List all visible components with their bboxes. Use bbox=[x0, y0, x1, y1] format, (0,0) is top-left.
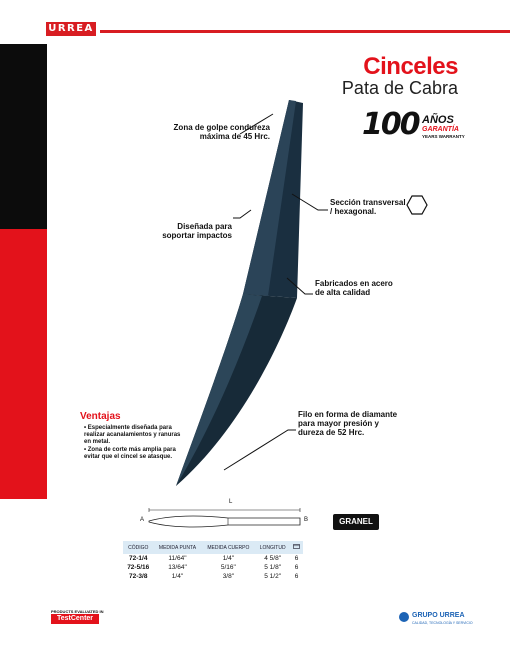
urrea-logo: URREA bbox=[46, 22, 96, 36]
testcenter-logo: TestCenter bbox=[51, 614, 99, 624]
list-item: • Especialmente diseñada para realizar acanalamientos y ranuras en metal. bbox=[84, 425, 181, 445]
col-header-body: MEDIDA CUERPO bbox=[202, 541, 256, 554]
callout-edge: Filo en forma de diamante para mayor presión y dureza de 52 Hrc. bbox=[298, 410, 398, 437]
callout-impact-design: Diseñada para soportar impactos bbox=[162, 222, 232, 240]
dimension-label-length: L bbox=[229, 499, 233, 505]
table-row: 72-1/4 11/64" 1/4" 4 5/8" 6 bbox=[129, 555, 299, 562]
dimension-label-body: B bbox=[304, 517, 309, 523]
warranty-badge-number: 100 bbox=[362, 107, 419, 142]
col-header-point: MEDIDA PUNTA bbox=[153, 541, 201, 554]
warranty-badge-english: YEARS WARRANTY bbox=[422, 134, 465, 139]
specs-table bbox=[123, 541, 303, 581]
table-row: 72-5/16 13/64" 5/16" 5 1/8" 6 bbox=[127, 564, 299, 571]
packaging-badge: GRANEL bbox=[333, 514, 379, 530]
grupo-urrea-logo: GRUPO URREA bbox=[412, 612, 465, 619]
footer-evaluated-label: PRODUCTS EVALUATED IN bbox=[51, 609, 104, 614]
col-header-code: CÓDIGO bbox=[123, 541, 153, 554]
col-header-box bbox=[290, 541, 303, 554]
ventajas-heading: Ventajas bbox=[80, 411, 121, 422]
ventajas-list bbox=[84, 425, 184, 462]
callout-impact-zone: Zona de golpe condureza máxima de 45 Hrc. bbox=[173, 123, 270, 141]
callout-section: Sección transversal / hexagonal. bbox=[330, 198, 406, 216]
col-header-length: LONGITUD bbox=[255, 541, 290, 554]
table-header-row bbox=[123, 541, 303, 554]
grupo-urrea-tagline: CALIDAD, TECNOLOGÍA Y SERVICIO bbox=[412, 621, 473, 625]
leader-edge bbox=[224, 430, 296, 470]
grupo-urrea-icon bbox=[399, 612, 409, 622]
leader-impact-design bbox=[233, 210, 251, 218]
warranty-badge-years: AÑOS bbox=[422, 114, 454, 126]
table-row: 72-3/8 1/4" 3/8" 5 1/2" 6 bbox=[129, 573, 299, 580]
list-item: • Zona de corte más amplia para evitar que el cincel se atasque. bbox=[84, 447, 176, 460]
dimension-label-point: A bbox=[140, 517, 145, 523]
chisel-image bbox=[176, 100, 303, 486]
dimension-drawing bbox=[149, 508, 300, 527]
page-subtitle: Pata de Cabra bbox=[341, 78, 458, 98]
box-icon bbox=[293, 544, 300, 549]
page-title: Cinceles bbox=[363, 53, 458, 80]
warranty-badge-garantia: GARANTÍA bbox=[422, 126, 459, 133]
callout-material: Fabricados en acero de alta calidad bbox=[315, 279, 393, 297]
